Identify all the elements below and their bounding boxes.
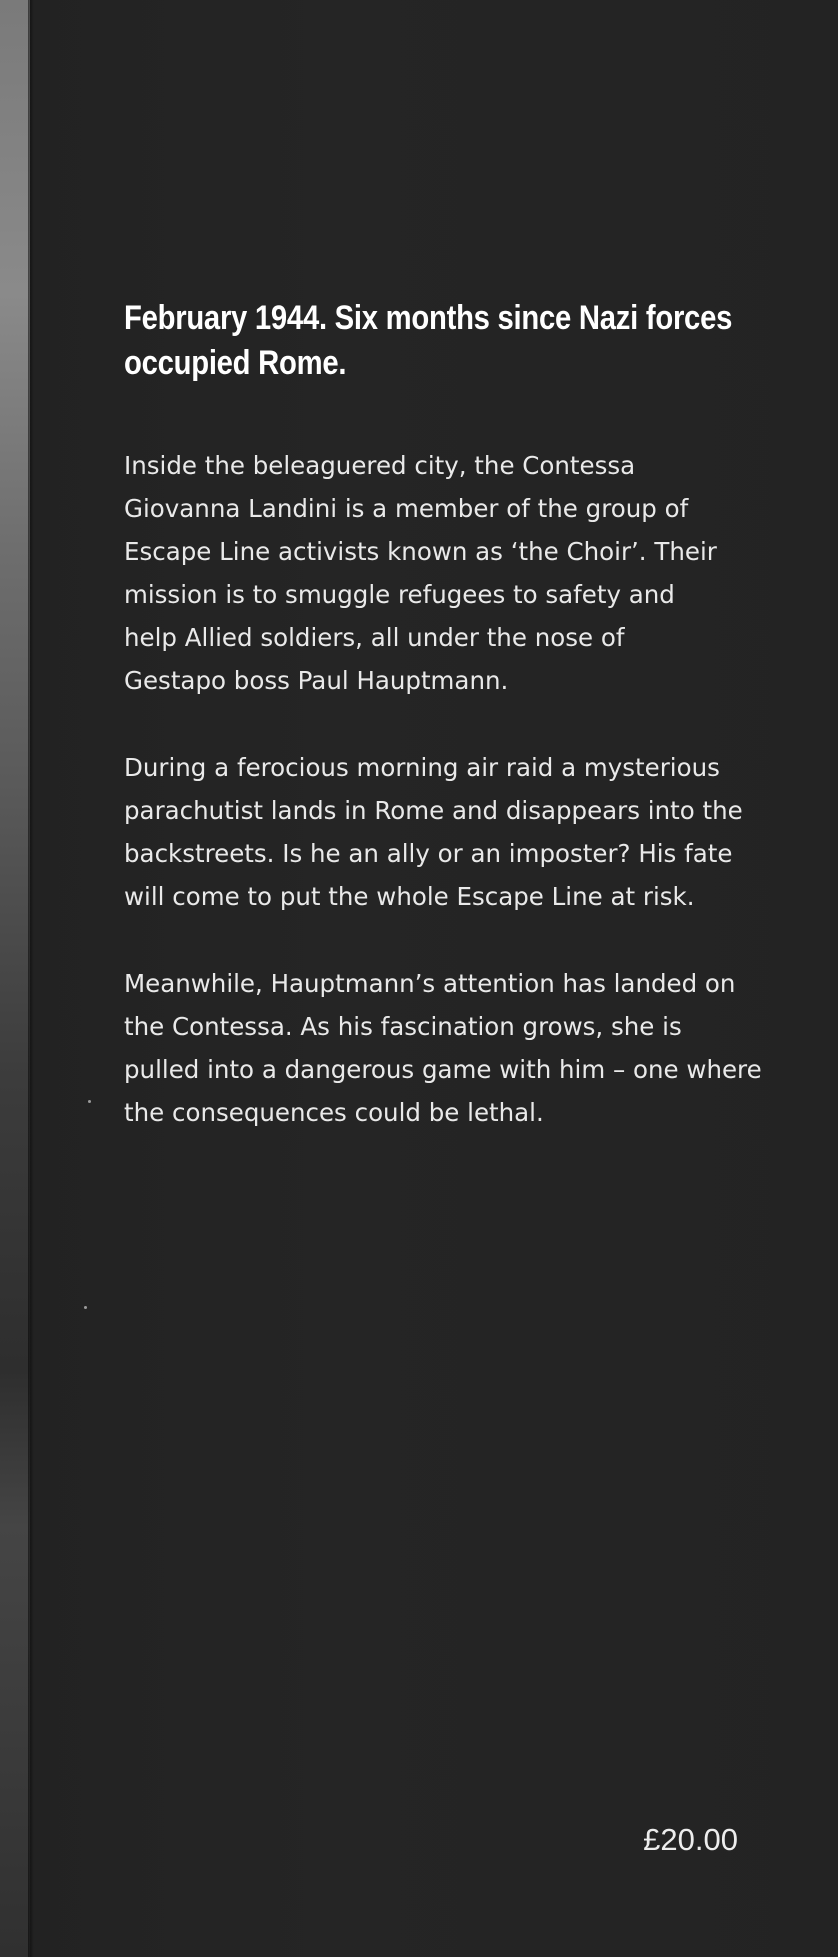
dust-speck — [84, 1306, 87, 1309]
blurb-paragraph-2: During a ferocious morning air raid a mysterious parachutist lands in Rome and disappears into the backstreets. Is he an ally or an imposter? His fate will come to put the whole Escape Line at risk. — [124, 753, 743, 911]
price-label: £20.00 — [643, 1822, 738, 1857]
blurb-paragraph-1: Inside the beleaguered city, the Contessa Giovanna Landini is a member of the group of Escape Line activists known as ‘the Choir’. Their mission is to smuggle refugees to safety and help Allied soldiers, all under the nose of Gestapo boss Paul Hauptmann. — [124, 451, 717, 695]
blurb-paragraph-3: Meanwhile, Hauptmann’s attention has landed on the Contessa. As his fascination grows, she is pulled into a dangerous game with him – one where the consequences could be lethal. — [124, 969, 762, 1127]
cover-photo-strip — [0, 0, 30, 1957]
blurb-headline: February 1944. Six months since Nazi forces occupied Rome. — [124, 299, 733, 382]
blurb — [124, 296, 764, 1178]
dust-speck — [88, 1100, 91, 1103]
cover-fold-shadow — [28, 0, 34, 1957]
